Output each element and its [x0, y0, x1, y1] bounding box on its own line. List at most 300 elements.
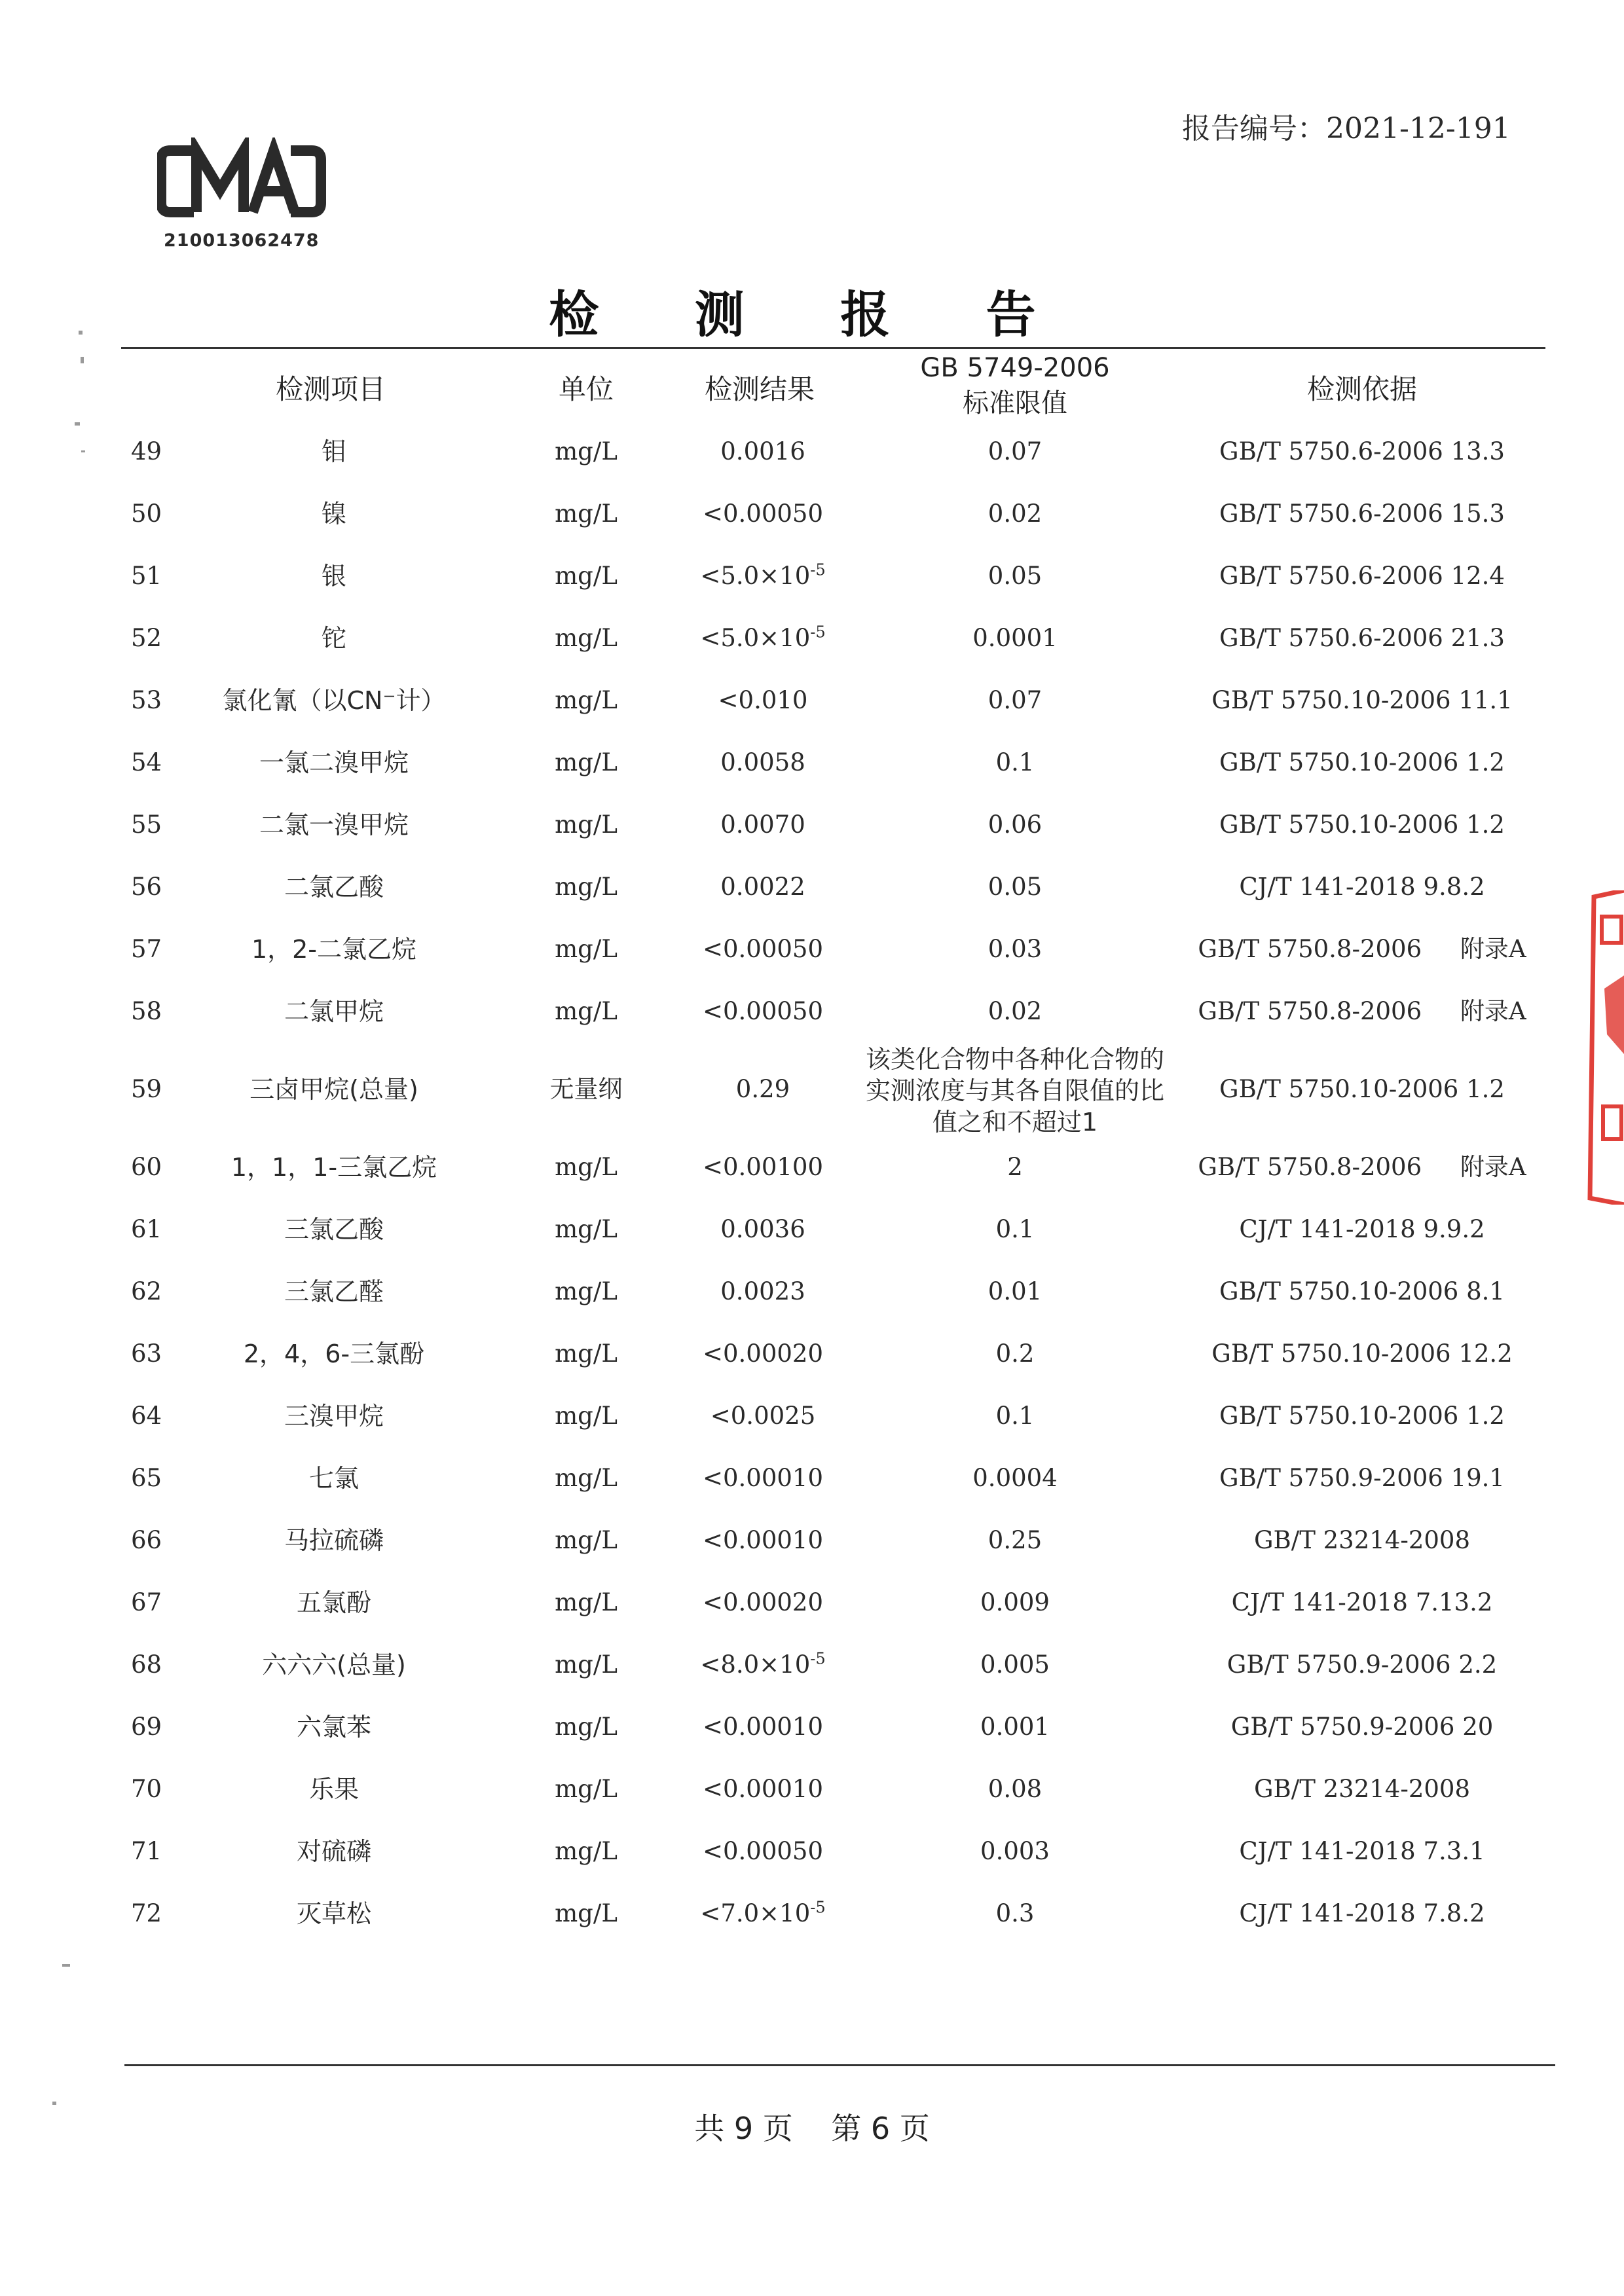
row-basis [1166, 733, 1559, 792]
row-limit [851, 1822, 1179, 1881]
row-number-text: 61 [131, 1215, 162, 1243]
row-number-text: 63 [131, 1339, 162, 1368]
row-item [170, 1511, 498, 1570]
row-item [170, 1262, 498, 1321]
row-basis-text: GB/T 5750.9-2006 19.1 [1219, 1464, 1505, 1492]
row-result [655, 1511, 871, 1570]
table-row [0, 1387, 1624, 1446]
row-item-text: 三氯乙醛 [284, 1277, 384, 1306]
row-unit [524, 1449, 648, 1508]
row-limit-text: 0.25 [987, 1526, 1043, 1554]
row-item-text: 七氯 [308, 1464, 359, 1493]
row-limit-text: 该类化合物中各种化合物的实测浓度与其各自限值的比值之和不超过1 [865, 1045, 1164, 1137]
bottom-divider [124, 2064, 1555, 2066]
row-result [655, 858, 871, 917]
row-item [170, 795, 498, 854]
table-row [0, 1698, 1624, 1757]
row-item-text: 灭草松 [296, 1899, 371, 1928]
row-unit [524, 1138, 648, 1197]
row-unit-text: mg/L [555, 562, 618, 590]
row-number-text: 60 [131, 1153, 162, 1181]
row-item-text: 铊 [321, 624, 346, 653]
row-unit [524, 1760, 648, 1819]
row-item [170, 733, 498, 792]
table-row [0, 795, 1624, 854]
row-result-text: <0.00050 [702, 1837, 823, 1865]
row-limit-text: 0.08 [987, 1775, 1043, 1803]
row-item [170, 858, 498, 917]
row-unit [524, 858, 648, 917]
row-limit [851, 1200, 1179, 1259]
row-result-exponent: -5 [810, 1649, 826, 1668]
row-basis-text: GB/T 5750.9-2006 20 [1230, 1713, 1494, 1741]
row-unit [524, 671, 648, 730]
table-row [0, 920, 1624, 979]
row-basis-text: GB/T 23214-2008 [1253, 1526, 1471, 1554]
row-basis-text: GB/T 5750.6-2006 15.3 [1219, 500, 1505, 528]
row-unit [524, 484, 648, 543]
row-unit-text: mg/L [555, 748, 618, 776]
table-row [0, 547, 1624, 606]
row-item [170, 920, 498, 979]
row-unit-text: mg/L [555, 1339, 618, 1368]
row-unit-text: mg/L [555, 1277, 618, 1305]
row-basis-text: GB/T 5750.10-2006 8.1 [1219, 1277, 1505, 1305]
row-unit [524, 609, 648, 668]
row-result [655, 1760, 871, 1819]
row-unit-text: mg/L [555, 1526, 618, 1554]
row-limit [851, 920, 1179, 979]
row-item-text: 氯化氰（以CN⁻计） [222, 686, 446, 715]
row-item [170, 609, 498, 668]
row-item-text: 马拉硫磷 [284, 1526, 384, 1555]
row-unit [524, 1573, 648, 1632]
row-item [170, 1387, 498, 1446]
row-result-exponent: -5 [810, 623, 826, 642]
row-item-text: 三溴甲烷 [284, 1402, 384, 1430]
row-basis [1166, 609, 1559, 668]
table-row [0, 422, 1624, 481]
row-basis-text: CJ/T 141-2018 7.8.2 [1239, 1899, 1485, 1927]
row-result-text: 0.0036 [720, 1215, 805, 1243]
row-result-text: <0.00010 [702, 1713, 823, 1741]
row-limit-text: 0.0001 [972, 624, 1058, 652]
row-number-text: 53 [131, 686, 162, 714]
row-limit [851, 1573, 1179, 1632]
row-unit-text: mg/L [555, 1899, 618, 1927]
row-limit-text: 0.05 [987, 873, 1043, 901]
scan-mark [52, 2102, 56, 2105]
scan-mark [75, 422, 80, 426]
row-unit [524, 1635, 648, 1694]
column-header-standard-code: GB 5749-2006 [920, 353, 1110, 383]
row-unit [524, 920, 648, 979]
row-unit-text: 无量纲 [549, 1075, 623, 1103]
row-basis-text: CJ/T 141-2018 9.8.2 [1239, 873, 1485, 901]
row-basis-text: GB/T 5750.6-2006 13.3 [1219, 437, 1505, 465]
row-result-exponent: -5 [810, 560, 826, 579]
row-number-text: 50 [131, 500, 162, 528]
table-row [0, 1200, 1624, 1259]
table-row [0, 1822, 1624, 1881]
table-row [0, 858, 1624, 917]
row-limit [851, 1698, 1179, 1757]
row-basis-text: GB/T 5750.10-2006 1.2 [1219, 811, 1505, 839]
row-limit-text: 0.001 [980, 1713, 1050, 1741]
row-unit-text: mg/L [555, 437, 618, 465]
row-number-text: 72 [131, 1899, 162, 1927]
row-basis [1166, 858, 1559, 917]
row-item [170, 1822, 498, 1881]
table-row [0, 1760, 1624, 1819]
row-result-text: <0.00010 [702, 1526, 823, 1554]
row-limit-text: 2 [1007, 1153, 1023, 1181]
row-basis-text: GB/T 5750.8-2006 附录A [1198, 935, 1526, 963]
row-result [655, 1635, 871, 1694]
row-unit-text: mg/L [555, 1713, 618, 1741]
row-result-text: <0.0025 [710, 1402, 816, 1430]
row-item [170, 671, 498, 730]
row-basis [1166, 1511, 1559, 1570]
row-number-text: 54 [131, 748, 162, 776]
row-basis-text: GB/T 23214-2008 [1253, 1775, 1471, 1803]
row-unit-text: mg/L [555, 1775, 618, 1803]
row-basis-text: GB/T 5750.9-2006 2.2 [1227, 1650, 1498, 1679]
row-result-text: <7.0×10 [700, 1899, 811, 1927]
row-limit [851, 1138, 1179, 1197]
row-limit-text: 0.01 [987, 1277, 1043, 1305]
row-basis-text: GB/T 5750.10-2006 1.2 [1219, 1075, 1505, 1103]
table-row [0, 1573, 1624, 1632]
row-item-text: 对硫磷 [296, 1837, 371, 1866]
row-limit-text: 0.07 [987, 437, 1043, 465]
row-number-text: 65 [131, 1464, 162, 1492]
row-basis-text: GB/T 5750.6-2006 12.4 [1219, 562, 1505, 590]
row-item-text: 2，4，6-三氯酚 [243, 1339, 425, 1368]
row-unit-text: mg/L [555, 811, 618, 839]
row-result-text: <5.0×10 [700, 624, 811, 652]
row-basis-text: GB/T 5750.10-2006 1.2 [1219, 1402, 1505, 1430]
row-number-text: 71 [131, 1837, 162, 1865]
row-basis [1166, 1760, 1559, 1819]
row-item-text: 三卤甲烷(总量) [249, 1075, 418, 1104]
row-result [655, 547, 871, 606]
row-number-text: 62 [131, 1277, 162, 1305]
row-result [655, 982, 871, 1041]
row-result-text: <0.00050 [702, 500, 823, 528]
row-limit [851, 609, 1179, 668]
row-result-exponent: -5 [810, 1898, 826, 1917]
table-row [0, 733, 1624, 792]
row-unit-text: mg/L [555, 1588, 618, 1616]
row-basis [1166, 1698, 1559, 1757]
row-basis-text: GB/T 5750.8-2006 附录A [1198, 997, 1526, 1025]
row-item-text: 二氯甲烷 [284, 997, 384, 1026]
row-limit-text: 0.1 [995, 748, 1035, 776]
row-item [170, 1324, 498, 1383]
row-item [170, 1449, 498, 1508]
row-unit [524, 1698, 648, 1757]
row-limit-text: 0.0004 [972, 1464, 1058, 1492]
row-limit [851, 858, 1179, 917]
row-number-text: 70 [131, 1775, 162, 1803]
column-header-standard-label: 标准限值 [963, 388, 1067, 418]
row-item [170, 422, 498, 481]
row-basis [1166, 1387, 1559, 1446]
row-item [170, 1635, 498, 1694]
row-basis [1166, 484, 1559, 543]
row-unit [524, 422, 648, 481]
row-unit [524, 733, 648, 792]
row-unit [524, 1511, 648, 1570]
table-row [0, 671, 1624, 730]
row-basis-text: CJ/T 141-2018 9.9.2 [1239, 1215, 1485, 1243]
row-number-text: 56 [131, 873, 162, 901]
row-basis [1166, 1138, 1559, 1197]
row-item [170, 1138, 498, 1197]
row-limit [851, 1884, 1179, 1943]
row-basis [1166, 547, 1559, 606]
row-unit-text: mg/L [555, 935, 618, 963]
row-unit [524, 1060, 648, 1119]
row-limit [851, 671, 1179, 730]
row-unit-text: mg/L [555, 500, 618, 528]
row-limit-text: 0.06 [987, 811, 1043, 839]
row-item-text: 五氯酚 [296, 1588, 371, 1617]
row-limit [851, 1760, 1179, 1819]
row-result-text: 0.0058 [720, 748, 805, 776]
row-result [655, 795, 871, 854]
scan-mark [62, 1964, 70, 1967]
row-unit [524, 982, 648, 1041]
row-unit-text: mg/L [555, 624, 618, 652]
row-result-text: 0.0016 [720, 437, 805, 465]
row-item [170, 1698, 498, 1757]
row-unit [524, 1387, 648, 1446]
row-unit [524, 1822, 648, 1881]
row-unit [524, 795, 648, 854]
row-basis-text: CJ/T 141-2018 7.13.2 [1231, 1588, 1493, 1616]
row-basis-text: GB/T 5750.8-2006 附录A [1198, 1153, 1526, 1181]
row-item [170, 1573, 498, 1632]
row-number-text: 52 [131, 624, 162, 652]
row-result [655, 422, 871, 481]
row-result-text: <0.00020 [702, 1339, 823, 1368]
row-result-text: 0.0023 [720, 1277, 805, 1305]
row-item [170, 1200, 498, 1259]
row-result-text: <0.00100 [702, 1153, 823, 1181]
row-unit-text: mg/L [555, 1215, 618, 1243]
row-limit [851, 1511, 1179, 1570]
row-limit-text: 0.07 [987, 686, 1043, 714]
row-item-text: 镍 [321, 500, 346, 528]
row-item-text: 二氯一溴甲烷 [259, 811, 409, 839]
row-item-text: 三氯乙酸 [284, 1215, 384, 1244]
row-result [655, 1060, 871, 1119]
row-basis [1166, 1822, 1559, 1881]
row-result [655, 1138, 871, 1197]
row-result-text: <8.0×10 [700, 1650, 811, 1679]
table-row [0, 609, 1624, 668]
row-result-text: 0.0070 [720, 811, 805, 839]
row-result-text: 0.0022 [720, 873, 805, 901]
row-basis [1166, 1573, 1559, 1632]
table-row [0, 1635, 1624, 1694]
row-basis [1166, 1884, 1559, 1943]
row-unit-text: mg/L [555, 1650, 618, 1679]
row-basis-text: GB/T 5750.10-2006 1.2 [1219, 748, 1505, 776]
row-basis-text: GB/T 5750.6-2006 21.3 [1219, 624, 1505, 652]
scan-mark [81, 357, 84, 363]
row-result [655, 1387, 871, 1446]
row-basis [1166, 1060, 1559, 1119]
row-limit [851, 982, 1179, 1041]
row-basis-text: CJ/T 141-2018 7.3.1 [1239, 1837, 1485, 1865]
row-limit-text: 0.003 [980, 1837, 1050, 1865]
scan-mark [79, 331, 83, 335]
row-result [655, 1822, 871, 1881]
row-number-text: 58 [131, 997, 162, 1025]
row-unit-text: mg/L [555, 873, 618, 901]
row-result [655, 1324, 871, 1383]
row-unit [524, 547, 648, 606]
scan-mark [81, 450, 85, 452]
table-row [0, 1138, 1624, 1197]
row-result [655, 484, 871, 543]
row-limit [864, 1042, 1166, 1140]
row-item-text: 一氯二溴甲烷 [259, 748, 409, 777]
row-limit-text: 0.1 [995, 1215, 1035, 1243]
row-item-text: 1，1，1-三氯乙烷 [231, 1153, 437, 1182]
report-number-value: 2021-12-191 [1326, 112, 1511, 145]
row-limit [851, 1324, 1179, 1383]
row-result-text: <5.0×10 [700, 562, 811, 590]
row-item [170, 1060, 498, 1119]
table-row [0, 1324, 1624, 1383]
row-item [170, 1760, 498, 1819]
row-limit [851, 547, 1179, 606]
row-number-text: 64 [131, 1402, 162, 1430]
row-result [655, 733, 871, 792]
row-unit-text: mg/L [555, 1837, 618, 1865]
row-number-text: 51 [131, 562, 162, 590]
row-limit-text: 0.005 [980, 1650, 1050, 1679]
row-limit [851, 422, 1179, 481]
row-item-text: 乐果 [308, 1775, 359, 1804]
row-limit [851, 795, 1179, 854]
row-limit-text: 0.3 [995, 1899, 1035, 1927]
row-result-text: <0.00050 [702, 935, 823, 963]
table-row [0, 484, 1624, 543]
row-limit [851, 484, 1179, 543]
row-basis [1166, 1200, 1559, 1259]
row-unit-text: mg/L [555, 686, 618, 714]
row-number-text: 67 [131, 1588, 162, 1616]
row-unit [524, 1200, 648, 1259]
table-row [0, 1449, 1624, 1508]
column-header-result: 检测结果 [704, 373, 815, 405]
row-result-text: <0.010 [718, 686, 808, 714]
row-item [170, 547, 498, 606]
row-basis [1166, 920, 1559, 979]
column-header-unit: 单位 [558, 373, 614, 405]
row-result [655, 1698, 871, 1757]
row-limit [851, 1387, 1179, 1446]
document-title: 检 测 报 告 [549, 285, 1075, 344]
table-row [0, 1884, 1624, 1943]
row-basis [1166, 422, 1559, 481]
row-item-text: 1，2-二氯乙烷 [251, 935, 417, 964]
row-result [655, 920, 871, 979]
row-limit [851, 733, 1179, 792]
row-result [655, 671, 871, 730]
seal-stamp-fragment [1585, 890, 1624, 1205]
row-result-text: <0.00050 [702, 997, 823, 1025]
row-basis [1166, 1324, 1559, 1383]
row-basis [1166, 795, 1559, 854]
row-limit [851, 1262, 1179, 1321]
row-item [170, 982, 498, 1041]
table-row [0, 982, 1624, 1041]
row-unit-text: mg/L [555, 1402, 618, 1430]
row-limit-text: 0.009 [980, 1588, 1050, 1616]
row-limit-text: 0.2 [995, 1339, 1035, 1368]
report-number-label: 报告编号： [1182, 112, 1326, 145]
row-unit-text: mg/L [555, 997, 618, 1025]
row-number-text: 68 [131, 1650, 162, 1679]
row-limit-text: 0.03 [987, 935, 1043, 963]
row-number-text: 55 [131, 811, 162, 839]
row-number-text: 66 [131, 1526, 162, 1554]
row-result-text: <0.00020 [702, 1588, 823, 1616]
row-basis [1166, 671, 1559, 730]
row-basis-text: GB/T 5750.10-2006 12.2 [1211, 1339, 1513, 1368]
row-number-text: 59 [131, 1075, 162, 1103]
row-result [655, 1200, 871, 1259]
row-basis [1166, 982, 1559, 1041]
table-row [0, 1045, 1624, 1137]
row-item-text: 六六六(总量) [262, 1650, 406, 1679]
row-limit-text: 0.02 [987, 500, 1043, 528]
row-item [170, 1884, 498, 1943]
row-result-text: <0.00010 [702, 1464, 823, 1492]
row-unit [524, 1324, 648, 1383]
row-limit [851, 1449, 1179, 1508]
column-header-basis: 检测依据 [1306, 373, 1417, 405]
row-result [655, 609, 871, 668]
row-limit [851, 1635, 1179, 1694]
row-limit-text: 0.1 [995, 1402, 1035, 1430]
row-result [655, 1573, 871, 1632]
row-item [170, 484, 498, 543]
row-unit-text: mg/L [555, 1153, 618, 1181]
row-item-text: 六氯苯 [296, 1713, 371, 1741]
row-result-text: <0.00010 [702, 1775, 823, 1803]
row-result [655, 1884, 871, 1943]
table-row [0, 1511, 1624, 1570]
row-result [655, 1449, 871, 1508]
row-basis [1166, 1262, 1559, 1321]
row-number-text: 69 [131, 1713, 162, 1741]
row-number-text: 57 [131, 935, 162, 963]
row-unit [524, 1884, 648, 1943]
row-result [655, 1262, 871, 1321]
row-item-text: 钼 [321, 437, 346, 466]
row-number-text: 49 [131, 437, 162, 465]
row-limit-text: 0.02 [987, 997, 1043, 1025]
row-item-text: 二氯乙酸 [284, 873, 384, 902]
row-result-text: 0.29 [735, 1075, 790, 1103]
